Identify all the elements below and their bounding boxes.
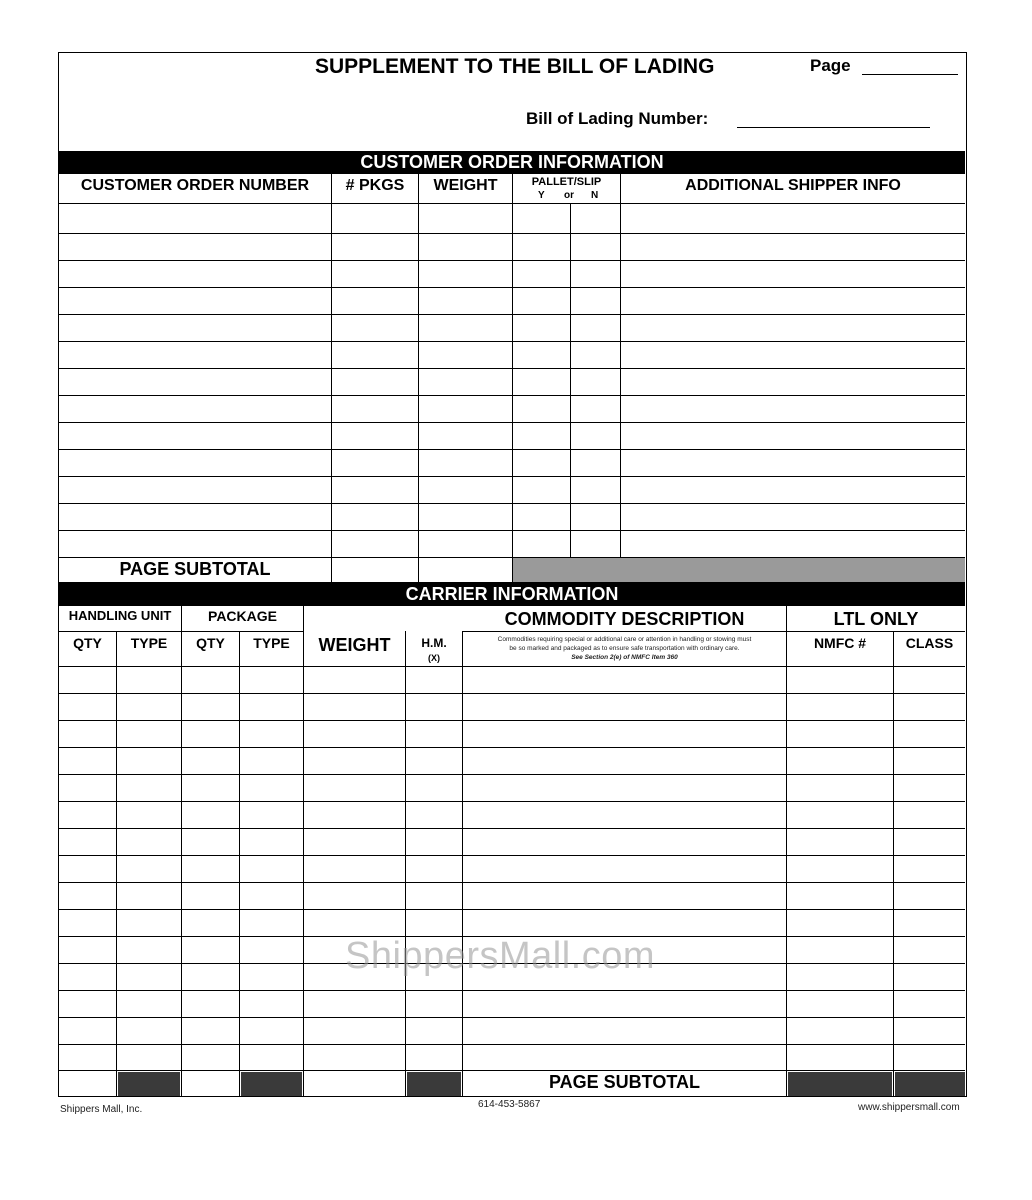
commodity-description-header: COMMODITY DESCRIPTION	[504, 609, 745, 629]
carrier-row-line	[59, 774, 965, 775]
nmfc-header: NMFC #	[813, 635, 867, 651]
class-subtotal-shaded	[895, 1072, 965, 1096]
package-header: PACKAGE	[208, 608, 277, 624]
customer-order-number-header: CUSTOMER ORDER NUMBER	[80, 177, 310, 194]
carrier-row-line	[59, 720, 965, 721]
commodity-note-line-1: Commodities requiring special or additional care or attention in handling or stowing must	[497, 636, 752, 643]
class-header: CLASS	[905, 635, 954, 651]
carrier-weight-subtotal-field[interactable]	[305, 1072, 404, 1096]
hazmat-subtotal-shaded	[407, 1072, 461, 1096]
customer-page-subtotal-label: PAGE SUBTOTAL	[119, 559, 271, 579]
handling-unit-qty-header: QTY	[73, 635, 102, 651]
ltl-only-header: LTL ONLY	[833, 609, 919, 629]
carrier-row-line	[59, 1070, 965, 1071]
package-type-header: TYPE	[253, 635, 290, 651]
watermark: ShippersMall.com	[345, 935, 655, 977]
footer-website: www.shippersmall.com	[858, 1102, 960, 1113]
pallet-n-label: N	[591, 190, 599, 201]
bol-number-label: Bill of Lading Number:	[526, 109, 709, 128]
handling-unit-qty-subtotal-field[interactable]	[60, 1072, 115, 1096]
customer-subtotal-pkgs-field[interactable]	[333, 559, 417, 582]
carrier-row-line	[59, 909, 965, 910]
package-qty-subtotal-field[interactable]	[183, 1072, 238, 1096]
handling-unit-type-subtotal-shaded	[118, 1072, 180, 1096]
package-type-subtotal-shaded	[241, 1072, 302, 1096]
handling-unit-type-header: TYPE	[130, 635, 168, 651]
footer-phone: 614-453-5867	[478, 1099, 541, 1110]
bol-number-field[interactable]	[737, 127, 930, 128]
footer-company: Shippers Mall, Inc.	[60, 1104, 143, 1115]
handling-unit-header: HANDLING UNIT	[68, 608, 172, 623]
carrier-row-line	[59, 855, 965, 856]
hazmat-header: H.M.	[421, 636, 447, 650]
carrier-row-line	[59, 1044, 965, 1045]
commodity-note	[463, 635, 786, 662]
carrier-row-line	[59, 882, 965, 883]
pallet-slip-header: PALLET/SLIP	[531, 176, 602, 188]
pkgs-header: # PKGS	[345, 177, 405, 194]
additional-shipper-info-header: ADDITIONAL SHIPPER INFO	[685, 177, 901, 194]
carrier-page-subtotal-label: PAGE SUBTOTAL	[548, 1072, 700, 1092]
carrier-row-line	[59, 693, 965, 694]
hazmat-x-label: (X)	[428, 653, 440, 663]
pallet-or-label: or	[564, 190, 574, 201]
carrier-information-band: CARRIER INFORMATION	[59, 582, 965, 606]
weight-header: WEIGHT	[433, 177, 498, 194]
customer-subtotal-weight-field[interactable]	[420, 559, 511, 582]
carrier-row-line	[59, 828, 965, 829]
pallet-y-label: Y	[538, 190, 545, 201]
package-qty-header: QTY	[196, 635, 225, 651]
carrier-row-line	[59, 1017, 965, 1018]
page-number-field[interactable]	[862, 74, 958, 75]
commodity-note-line-2: be so marked and packaged as to ensure safe transportation with ordinary care.	[509, 645, 740, 652]
carrier-weight-header: WEIGHT	[318, 635, 391, 655]
page-label: Page	[810, 56, 851, 75]
carrier-row-line	[59, 990, 965, 991]
commodity-note-line-3: See Section 2(e) of NMFC Item 360	[571, 654, 678, 661]
carrier-row-line	[59, 747, 965, 748]
form-title: SUPPLEMENT TO THE BILL OF LADING	[315, 55, 715, 78]
customer-subtotal-shaded-area	[513, 558, 965, 582]
customer-order-band: CUSTOMER ORDER INFORMATION	[59, 151, 965, 174]
nmfc-subtotal-shaded	[788, 1072, 892, 1096]
carrier-row-line	[59, 801, 965, 802]
